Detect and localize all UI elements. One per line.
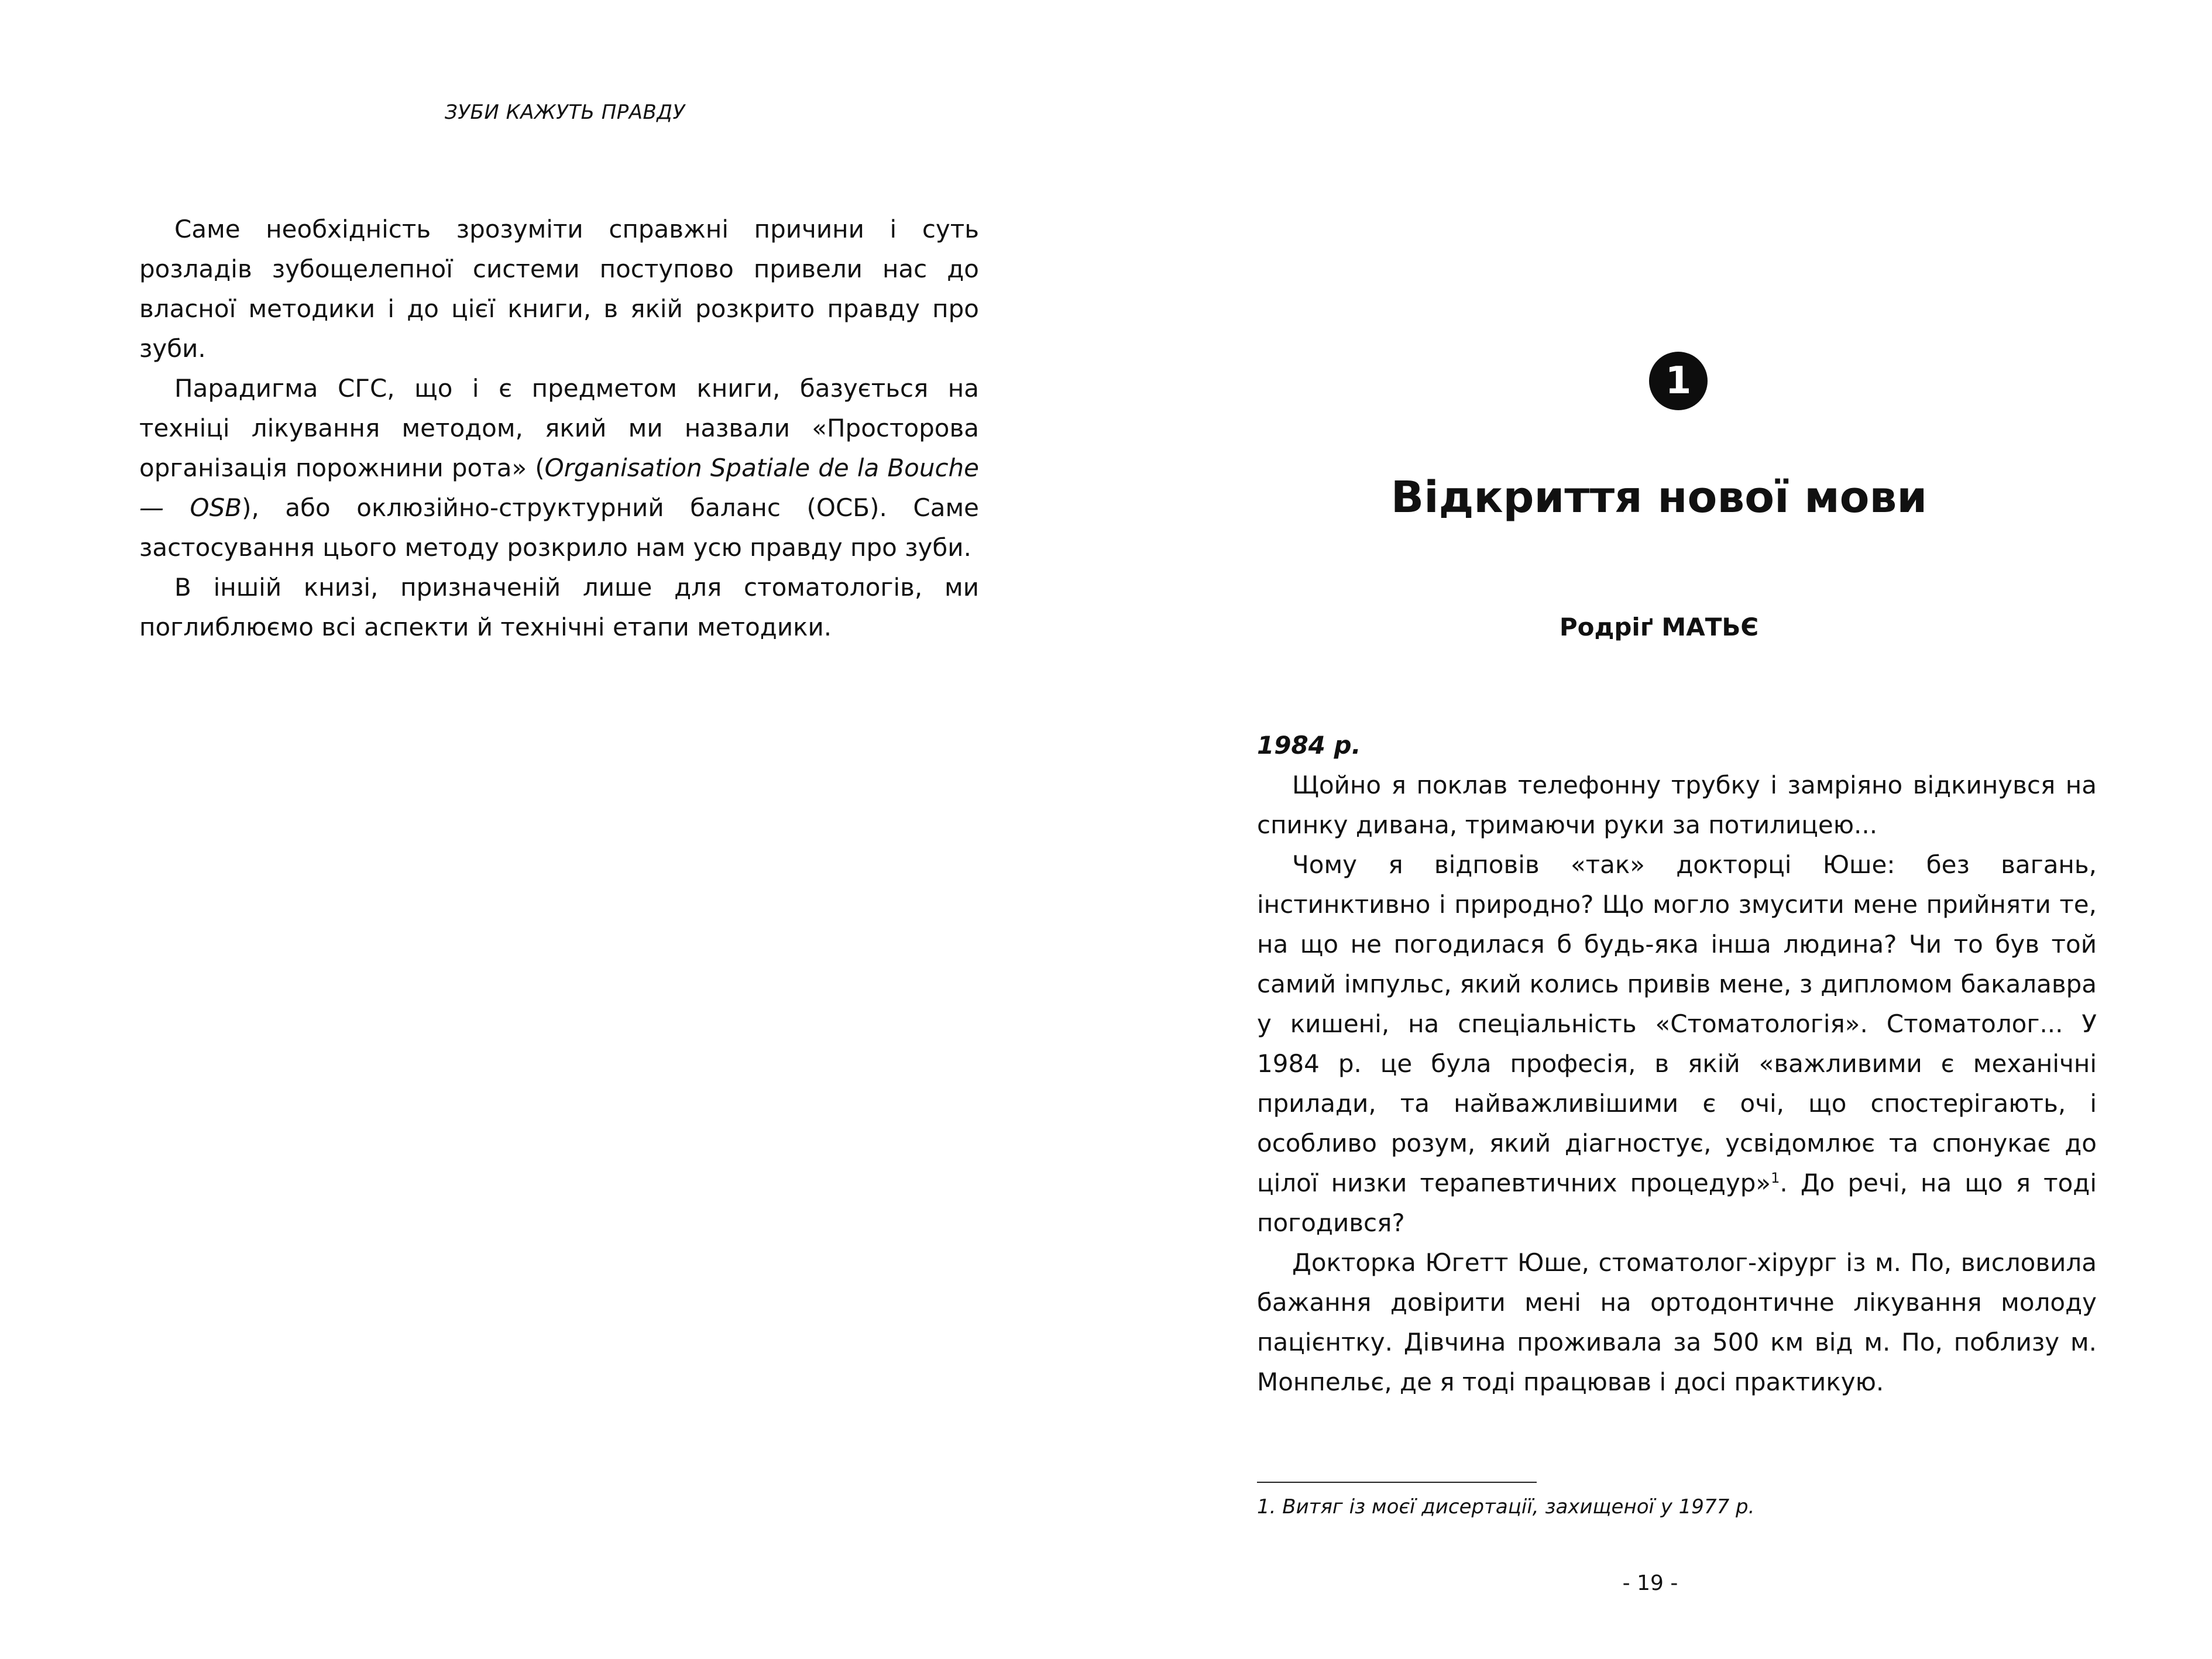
italic-term: Organisation Spatiale de la Bouche — OSB bbox=[139, 454, 980, 522]
left-body-text bbox=[139, 209, 979, 647]
footnote: 1. Витяг із моєї дисертації, захищеної у 1977 р. bbox=[1257, 1495, 1755, 1519]
paragraph-text: ), або оклюзійно-структурний баланс (ОСБ). Саме застосування цього методу розкрило нам усю правду про зуби. bbox=[139, 493, 979, 562]
body-paragraph: Саме необхідність зрозуміти справжні причини і суть розладів зубощелепної системи поступово привели нас до власної методики і до цієї книги, в якій розкрито правду про зуби. bbox=[139, 215, 979, 363]
chapter-number-badge: 1 bbox=[1649, 352, 1708, 410]
body-paragraph: В іншій книзі, призначеній лише для стоматологів, ми поглиблюємо всі аспекти й технічні етапи методики. bbox=[139, 573, 979, 641]
body-paragraph bbox=[139, 369, 979, 568]
paragraph-text: Парадигма СГС, що і є предметом книги, базується на техніці лікування методом, який ми назвали «Просторова організація порожнини рота» ( bbox=[139, 374, 979, 482]
page-number: - 19 - bbox=[1622, 1571, 1678, 1595]
body-paragraph: Щойно я поклав телефонну трубку і замріяно відкинувся на спинку дивана, тримаючи руки за потилицею... bbox=[1257, 771, 2097, 839]
body-paragraph: Докторка Югетт Юше, стоматолог-хірург із м. По, висловила бажання довірити мені на ортодонтичне лікування молоду пацієнтку. Дівчина проживала за 500 км від м. По, поблизу м. Монпельє, де я тоді працював і досі практикую. bbox=[1257, 1248, 2097, 1396]
right-page bbox=[1106, 0, 2212, 1659]
body-paragraph bbox=[1257, 845, 2097, 1243]
paragraph-text: Чому я відповів «так» докторці Юше: без вагань, інстинктивно і природно? Що могло змусити мене прийняти те, на що не погодилася б будь-яка інша людина? Чи то був той самий імпульс, який колись привів мене, з дипломом бакалавра у кишені, на спеціальність «Стоматологія». Стоматолог... У 1984 р. це була професія, в якій «важливими є механічні прилади, та найважливішими є очі, що спостерігають, і особливо розум, який діагностує, усвідомлює та спонукає до цілої низки терапевтичних процедур» bbox=[1257, 850, 2097, 1197]
chapter-title: Відкриття нової мови bbox=[1390, 472, 1928, 523]
footnote-reference: 1 bbox=[1771, 1170, 1780, 1186]
running-head: ЗУБИ КАЖУТЬ ПРАВДУ bbox=[445, 101, 685, 124]
footnote-divider bbox=[1257, 1482, 1537, 1483]
chapter-author: Родріґ МАТЬЄ bbox=[1559, 613, 1759, 641]
paragraph-text: . До речі, на що я тоді погодився? bbox=[1257, 1169, 2097, 1237]
year-heading: 1984 р. bbox=[1257, 731, 1361, 760]
right-body-text bbox=[1257, 726, 2097, 1402]
